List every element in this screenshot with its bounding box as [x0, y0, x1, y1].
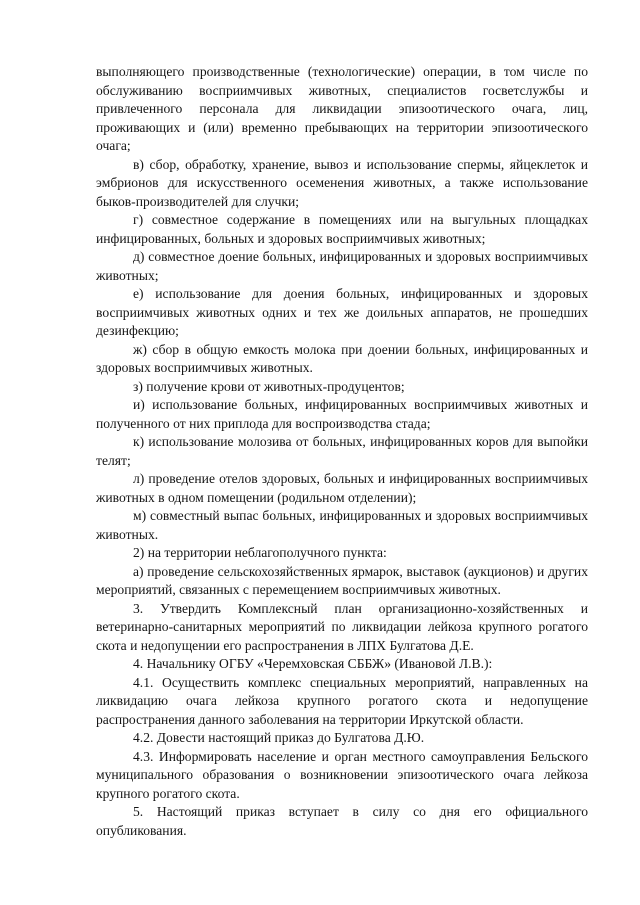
paragraph-item-g: г) совместное содержание в помещениях или на выгульных площадках инфицированных, больных и здоровых восприимчивых животных; [96, 212, 588, 246]
paragraph-section-2: 2) на территории неблагополучного пункта: [133, 545, 387, 560]
paragraph-item-a: а) проведение сельскохозяйственных ярмарок, выставок (аукционов) и других мероприятий, связанных с перемещением восприимчивых животных. [96, 563, 588, 597]
paragraph-section-4: 4. Начальнику ОГБУ «Черемховская СББЖ» (Ивановой Л.В.): [133, 656, 493, 671]
paragraph-item-k: к) использование молозива от больных, инфицированных коров для выпойки телят; [96, 434, 588, 468]
paragraph-item-e: е) использование для доения больных, инфицированных и здоровых восприимчивых животных одних и тех же доильных аппаратов, не прошедших дезинфекцию; [96, 286, 588, 338]
paragraph-item-l: л) проведение отелов здоровых, больных и инфицированных восприимчивых животных в одном помещении (родильном отделении); [96, 471, 588, 505]
paragraph-section-3: 3. Утвердить Комплексный план организационно-хозяйственных и ветеринарно-санитарных мероприятий по ликвидации лейкоза крупного рогатого скота и недопущении его распространения в ЛПХ Булгатова Д.Е. [96, 600, 588, 653]
paragraph-item-m: м) совместный выпас больных, инфицированных и здоровых восприимчивых животных. [96, 508, 588, 542]
paragraph-item-i: и) использование больных, инфицированных восприимчивых животных и полученного от них приплода для воспроизводства стада; [96, 397, 588, 431]
document-body [96, 63, 588, 840]
paragraph-section-4-3: 4.3. Информировать население и орган местного самоуправления Бельского муниципального образования о возникновении эпизоотического очага лейкоза крупного рогатого скота. [96, 748, 588, 801]
paragraph-section-5: 5. Настоящий приказ вступает в силу со дня его официального опубликования. [96, 804, 588, 838]
paragraph-item-z: з) получение крови от животных-продуцентов; [133, 378, 405, 394]
paragraph-continuation: выполняющего производственные (технологические) операции, в том числе по обслуживанию восприимчивых животных, специалистов госветслужбы и привлеченного персонала для ликвидации эпизоотического очага, лиц, проживающих и (или) временно пребывающих на территории эпизоотического очага; [96, 64, 588, 153]
paragraph-item-v: в) сбор, обработку, хранение, вывоз и использование спермы, яйцеклеток и эмбрионов для искусственного осеменения животных, а также использование быков-производителей для случки; [96, 156, 588, 209]
paragraph-section-4-2: 4.2. Довести настоящий приказ до Булгатова Д.Ю. [133, 730, 425, 745]
paragraph-item-d: д) совместное доение больных, инфицированных и здоровых восприимчивых животных; [96, 249, 588, 283]
paragraph-item-zh: ж) сбор в общую емкость молока при доении больных, инфицированных и здоровых восприимчивых животных. [96, 341, 588, 375]
paragraph-section-4-1: 4.1. Осуществить комплекс специальных мероприятий, направленных на ликвидацию очага лейкоза крупного рогатого скота и недопущение распространения данного заболевания на территории Иркутской области. [96, 674, 588, 727]
